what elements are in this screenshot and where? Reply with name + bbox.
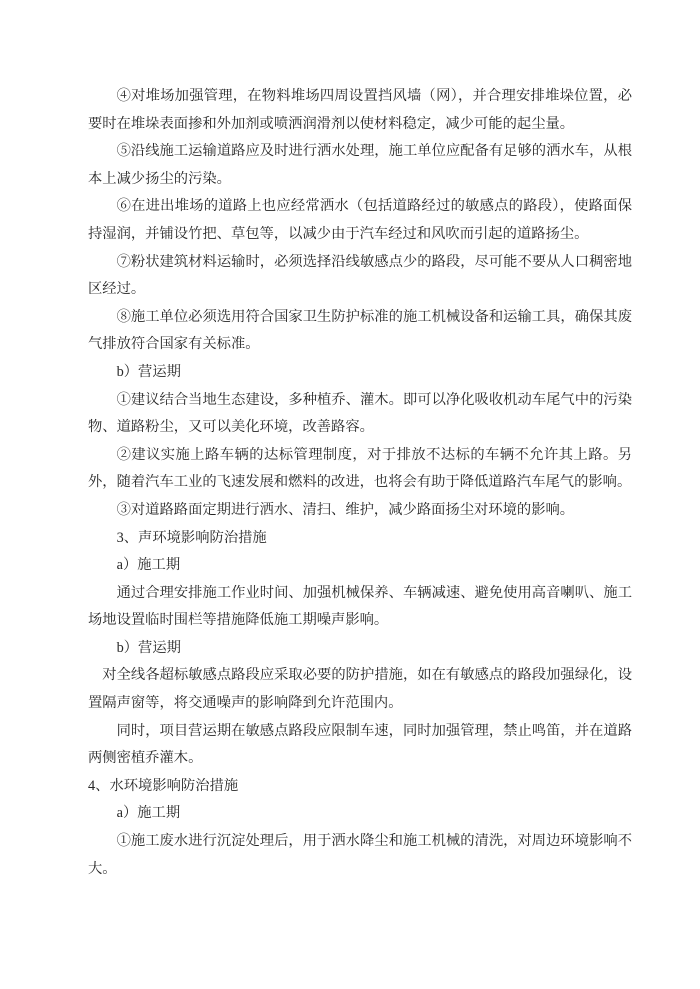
subsection-label: a）施工期 — [116, 557, 181, 574]
body-paragraph: 通过合理安排施工作业时间、加强机械保养、车辆减速、避免使用高音喇叭、施工场地设置临时围栏等措施降低施工期噪声影响。 — [88, 584, 632, 629]
section-heading: 4、水环境影响防治措施 — [88, 777, 239, 794]
body-paragraph: ①建议结合当地生态建设，多种植乔、灌木。即可以净化吸收机动车尾气中的污染物、道路粉尘，又可以美化环境，改善路容。 — [88, 391, 632, 436]
body-paragraph: ②建议实施上路车辆的达标管理制度，对于排放不达标的车辆不允许其上路。另外，随着汽车工业的飞速发展和燃料的改进，也将会有助于降低道路汽车尾气的影响。 — [88, 446, 632, 491]
body-paragraph: 同时，项目营运期在敏感点路段应限制车速，同时加强管理，禁止鸣笛，并在道路两侧密植乔灌木。 — [88, 722, 632, 767]
body-paragraph: ④对堆场加强管理，在物料堆场四周设置挡风墙（网），并合理安排堆垛位置，必要时在堆垛表面掺和外加剂或喷洒润滑剂以使材料稳定，减少可能的起尘量。 — [88, 88, 632, 132]
subsection-label: a）施工期 — [116, 805, 181, 822]
subsection-label: b）营运期 — [116, 363, 181, 380]
document-body — [88, 83, 632, 883]
body-paragraph: ⑤沿线施工运输道路应及时进行洒水处理，施工单位应配备有足够的洒水车，从根本上减少扬尘的污染。 — [88, 143, 632, 187]
body-paragraph: ⑧施工单位必须选用符合国家卫生防护标准的施工机械设备和运输工具，确保其废气排放符合国家有关标准。 — [88, 308, 632, 353]
body-paragraph: ⑦粉状建筑材料运输时，必须选择沿线敏感点少的路段，尽可能不要从人口稠密地区经过。 — [88, 253, 632, 298]
body-paragraph: 对全线各超标敏感点路段应采取必要的防护措施，如在有敏感点的路段加强绿化，设置隔声窗等，将交通噪声的影响降到允许范围内。 — [88, 667, 632, 712]
body-paragraph: ⑥在进出堆场的道路上也应经常洒水（包括道路经过的敏感点的路段），使路面保持湿润，并铺设竹把、草包等，以减少由于汽车经过和风吹而引起的道路扬尘。 — [88, 198, 632, 242]
body-paragraph: ①施工废水进行沉淀处理后，用于洒水降尘和施工机械的清洗，对周边环境影响不大。 — [88, 833, 632, 877]
body-paragraph: ③对道路路面定期进行洒水、清扫、维护，减少路面扬尘对环境的影响。 — [116, 501, 575, 518]
subsection-label: b）营运期 — [116, 639, 181, 656]
section-heading: 3、声环境影响防治措施 — [116, 529, 267, 546]
